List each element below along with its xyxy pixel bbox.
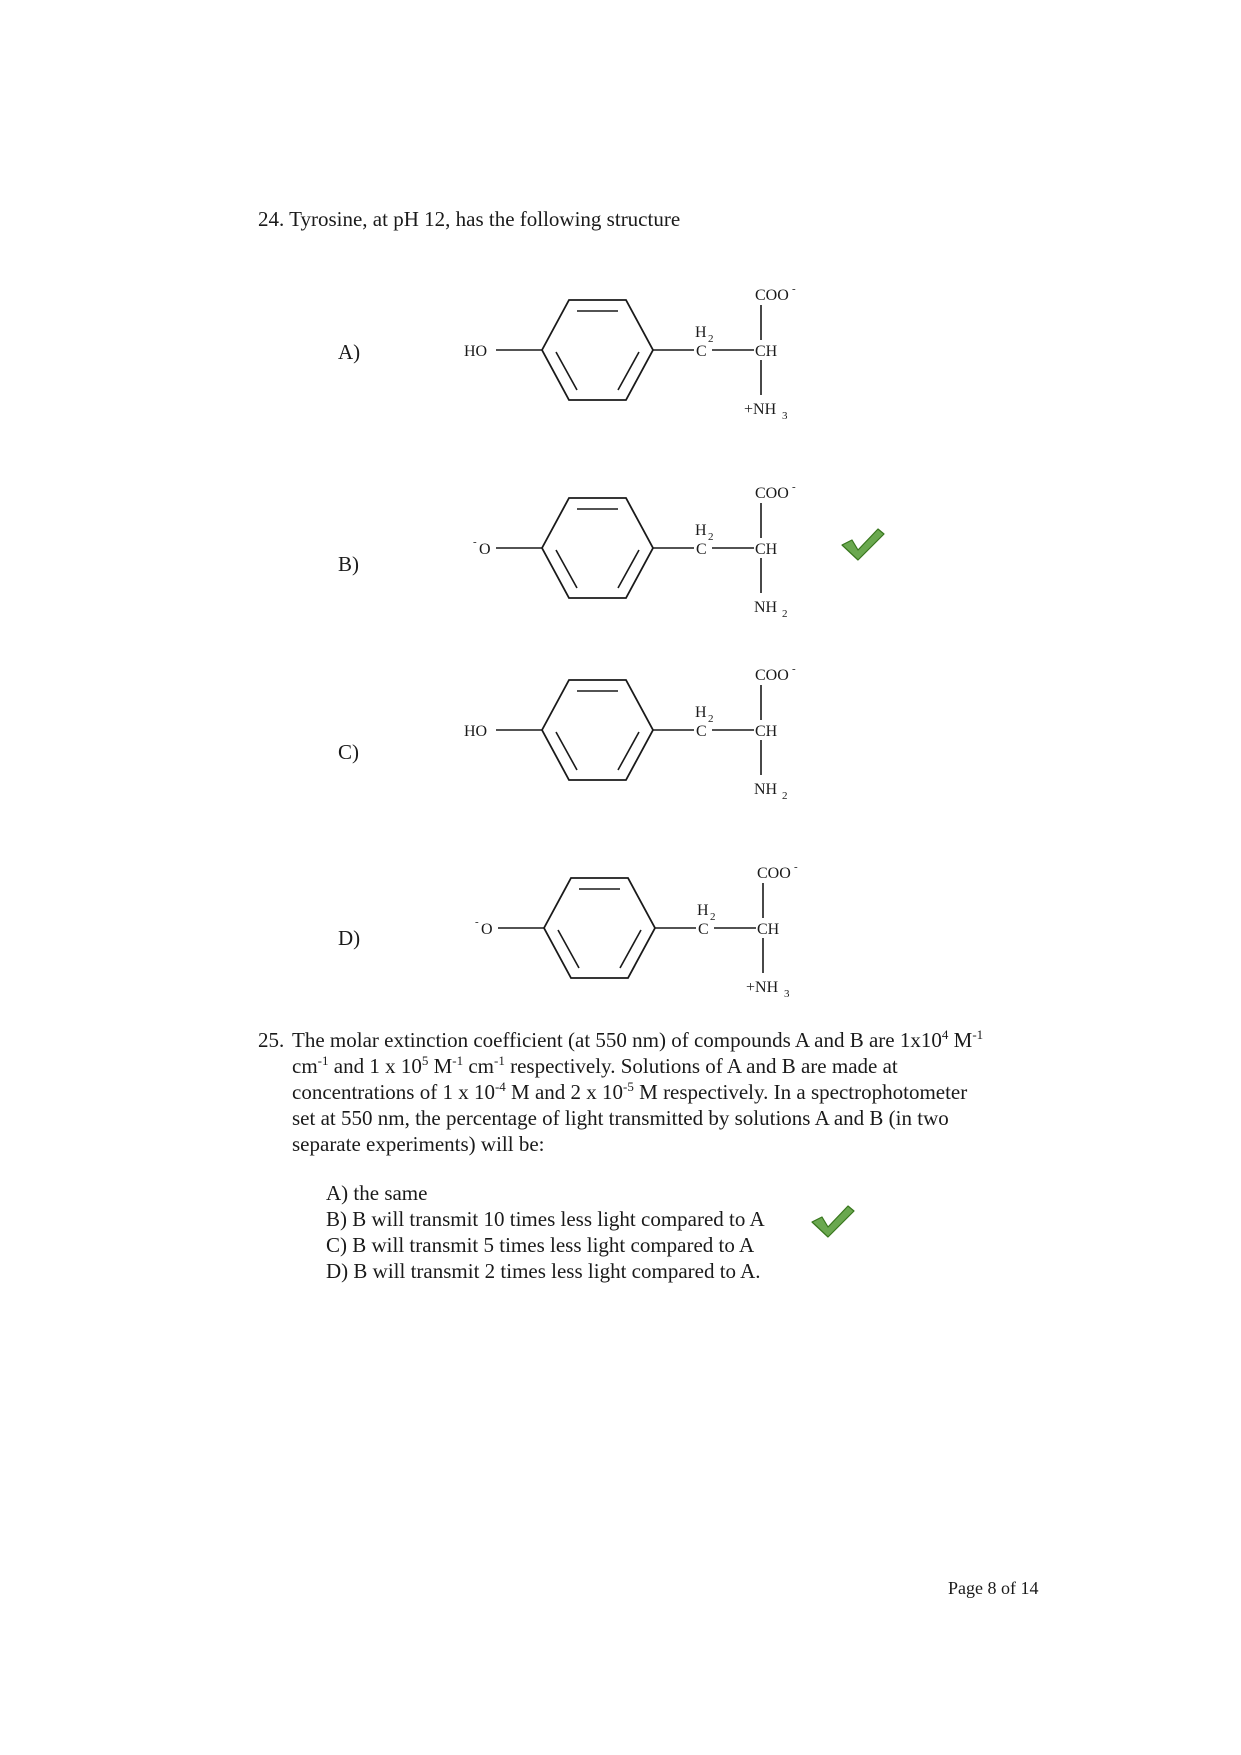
- structure-a-ch2-sub: 2: [708, 333, 714, 345]
- structure-c-ch2-c: C: [696, 723, 707, 740]
- check-icon: [812, 1206, 854, 1237]
- structure-c-amine-sub: 2: [782, 790, 788, 802]
- structure-d-amine-sub: 3: [784, 988, 790, 1000]
- q24-option-d-label: D): [338, 926, 361, 950]
- structure-d-ch: CH: [757, 921, 780, 938]
- structure-c-amine: NH: [754, 781, 778, 798]
- structure-b-ch2-h: H: [695, 522, 707, 539]
- structure-c-acid: COO: [755, 667, 789, 684]
- structure-c-ch: CH: [755, 723, 778, 740]
- structure-c-acid-sup: -: [792, 663, 796, 675]
- q25-choices: [326, 1180, 765, 1284]
- structure-a-acid-sup: -: [792, 283, 796, 295]
- structure-a-acid: COO: [755, 287, 789, 304]
- q24-option-b-label: B): [338, 552, 359, 576]
- structure-d-ch2-sub: 2: [710, 911, 716, 923]
- q25-choice-a: A) the same: [326, 1181, 428, 1205]
- structure-a-ch2-h: H: [695, 324, 707, 341]
- structure-a-ch: CH: [755, 343, 778, 360]
- q25-number: 25.: [258, 1028, 285, 1052]
- q24-option-a-label: A): [338, 340, 361, 364]
- q25-line-4: set at 550 nm, the percentage of light transmitted by solutions A and B (in two: [292, 1106, 949, 1130]
- page-number: Page 8 of 14: [948, 1578, 1039, 1598]
- structure-b-left-group: O: [479, 541, 491, 558]
- structure-b-amine: NH: [754, 599, 778, 616]
- structure-b-ch: CH: [755, 541, 778, 558]
- structure-d-ch2-c: C: [698, 921, 709, 938]
- structure-b-acid: COO: [755, 485, 789, 502]
- q25-line-2: $cm^{-1}$ and 1 x $10^5$ $M^{-1}$ $cm^{-1}$ respectively. Solutions of A and B are made at: [292, 1053, 898, 1078]
- structure-b-amine-sub: 2: [782, 608, 788, 620]
- q25-choice-b: B) B will transmit 10 times less light compared to A: [326, 1207, 765, 1231]
- structure-d-left-sup: -: [475, 916, 479, 928]
- q25-choice-d: D) B will transmit 2 times less light compared to A.: [326, 1259, 761, 1283]
- check-icon: [842, 529, 884, 560]
- q24-question: 24. Tyrosine, at pH 12, has the following structure: [258, 207, 681, 231]
- structure-b-left-sup: -: [473, 536, 477, 548]
- structure-d-left-group: O: [481, 921, 493, 938]
- q25-choice-c: C) B will transmit 5 times less light compared to A: [326, 1233, 755, 1257]
- structure-a-amine-sub: 3: [782, 410, 788, 422]
- structure-d-acid: COO: [757, 865, 791, 882]
- structure-c-ch2-h: H: [695, 704, 707, 721]
- q25-line-5: separate experiments) will be:: [292, 1132, 545, 1156]
- structure-b-ch2-sub: 2: [708, 531, 714, 543]
- structure-b-ch2-c: C: [696, 541, 707, 558]
- structure-d-acid-sup: -: [794, 861, 798, 873]
- structure-a-left-group: HO: [464, 343, 488, 360]
- structure-b-acid-sup: -: [792, 481, 796, 493]
- q25-text: [292, 1027, 983, 1157]
- q24-option-c-label: C): [338, 740, 359, 764]
- structure-a-ch2-c: C: [696, 343, 707, 360]
- structure-d-ch2-h: H: [697, 902, 709, 919]
- structure-c-ch2-sub: 2: [708, 713, 714, 725]
- structure-d-amine: +NH: [746, 979, 779, 996]
- structure-c-left-group: HO: [464, 723, 488, 740]
- structure-a-amine: +NH: [744, 401, 777, 418]
- q25-line-1: The molar extinction coefficient (at 550 nm) of compounds A and B are $1x10^4$ $M^{-1}$: [292, 1027, 984, 1052]
- q25-line-3: concentrations of 1 x $10^{-4}$ M and 2 x $10^{-5}$ M respectively. In a spectrophotometer: [292, 1079, 968, 1104]
